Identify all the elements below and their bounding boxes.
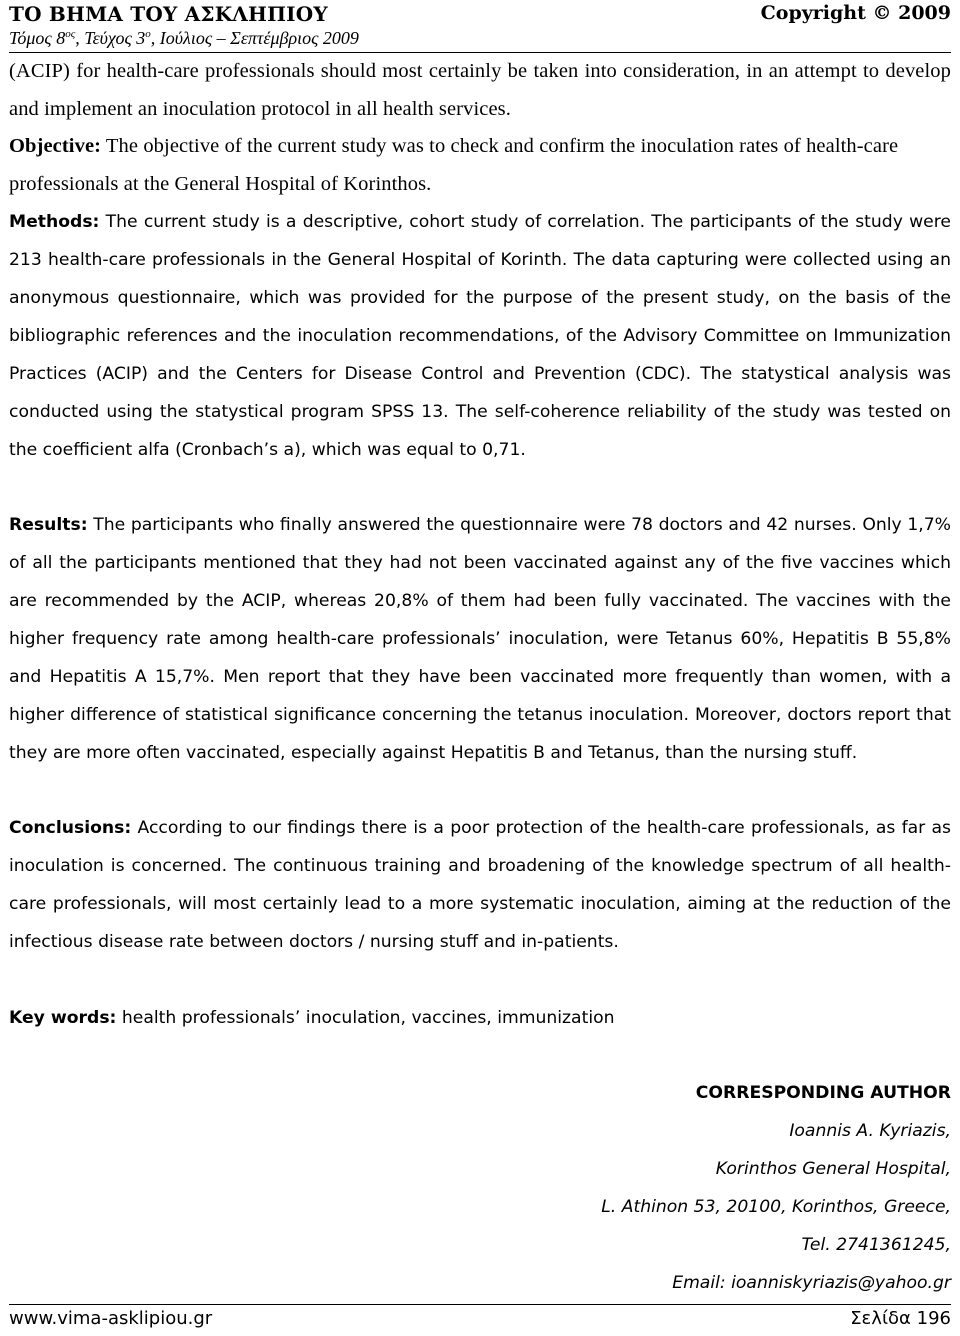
issue-number-suffix: ο — [145, 28, 151, 40]
objective-label: Objective: — [9, 135, 102, 157]
keywords-label: Key words: — [9, 1008, 117, 1028]
methods-paragraph — [9, 203, 951, 469]
corresponding-author-block — [351, 1074, 951, 1302]
conclusions-text: According to our findings there is a poor protection of the health-care professionals, as far as inoculation is concerned. The continuous training and broadening of the knowledge spectrum of all health-care professionals, will most certainly lead to a more systematic inoculation, aiming at the reduction of the infectious disease rate between doctors / nursing stuff and in-patients. — [9, 818, 951, 952]
issue-info — [9, 28, 359, 49]
keywords-paragraph — [9, 999, 951, 1037]
author-email[interactable]: Email: ioanniskyriazis@yahoo.gr — [672, 1273, 951, 1293]
intro-paragraph — [9, 52, 951, 128]
issue-volume: Τόμος 8 — [9, 28, 66, 48]
author-name: Ioannis A. Kyriazis, — [789, 1121, 951, 1141]
issue-volume-suffix: ος — [65, 28, 76, 40]
copyright-notice: Copyright © 2009 — [760, 2, 951, 24]
conclusions-label: Conclusions: — [9, 818, 132, 838]
page-number: Σελίδα 196 — [850, 1308, 951, 1329]
objective-text: The objective of the current study was to check and confirm the inoculation rates of health-care professionals at the General Hospital of Korinthos. — [9, 135, 899, 195]
objective-paragraph — [9, 127, 951, 203]
methods-text: The current study is a descriptive, cohort study of correlation. The participants of the study were 213 health-care professionals in the General Hospital of Korinth. The data capturing were collected using an anonymous questionnaire, which was provided for the purpose of the present study, on the basis of the bibliographic references and the inoculation recommendations, of the Advisory Committee on Immunization Practices (ACIP) and the Centers for Disease Control and Prevention (CDC). The statystical analysis was conducted using the statystical program SPSS 13. The self-coherence reliability of the study was tested on the coefficient alfa (Cronbach’s a), which was equal to 0,71. — [9, 212, 951, 460]
methods-label: Methods: — [9, 212, 100, 232]
footer-website-link[interactable]: www.vima-asklipiou.gr — [9, 1308, 213, 1329]
corresponding-author-heading: CORRESPONDING AUTHOR — [695, 1083, 951, 1103]
author-institution: Korinthos General Hospital, — [715, 1159, 951, 1179]
keywords-text: health professionals’ inoculation, vaccines, immunization — [116, 1008, 615, 1028]
issue-period: , Ιούλιος – Σεπτέμβριος 2009 — [150, 28, 359, 48]
issue-number: , Τεύχος 3 — [75, 28, 146, 48]
results-text: The participants who finally answered the questionnaire were 78 doctors and 42 nurses. Only 1,7% of all the participants mentioned that they had not been vaccinated against any of the five vaccines which are recommended by the ACIP, whereas 20,8% of them had been fully vaccinated. The vaccines with the higher frequency rate among health-care professionals’ inoculation, were Tetanus 60%, Hepatitis B 55,8% and Hepatitis A 15,7%. Men report that they have been vaccinated more frequently than women, with a higher difference of statistical significance concerning the tetanus inoculation. Moreover, doctors report that they are more often vaccinated, especially against Hepatitis B and Tetanus, than the nursing stuff. — [9, 515, 951, 763]
conclusions-paragraph — [9, 809, 951, 961]
results-label: Results: — [9, 515, 88, 535]
intro-text: (ACIP) for health-care professionals should most certainly be taken into consideration, in an attempt to develop and implement an inoculation protocol in all health services. — [9, 60, 951, 120]
results-paragraph — [9, 506, 951, 772]
page-footer — [9, 1304, 951, 1336]
journal-title: ΤΟ ΒΗΜΑ ΤΟΥ ΑΣΚΛΗΠΙΟΥ — [9, 2, 328, 26]
author-address: L. Athinon 53, 20100, Korinthos, Greece, — [601, 1197, 951, 1217]
page-header — [9, 0, 951, 53]
author-phone: Tel. 2741361245, — [801, 1235, 951, 1255]
